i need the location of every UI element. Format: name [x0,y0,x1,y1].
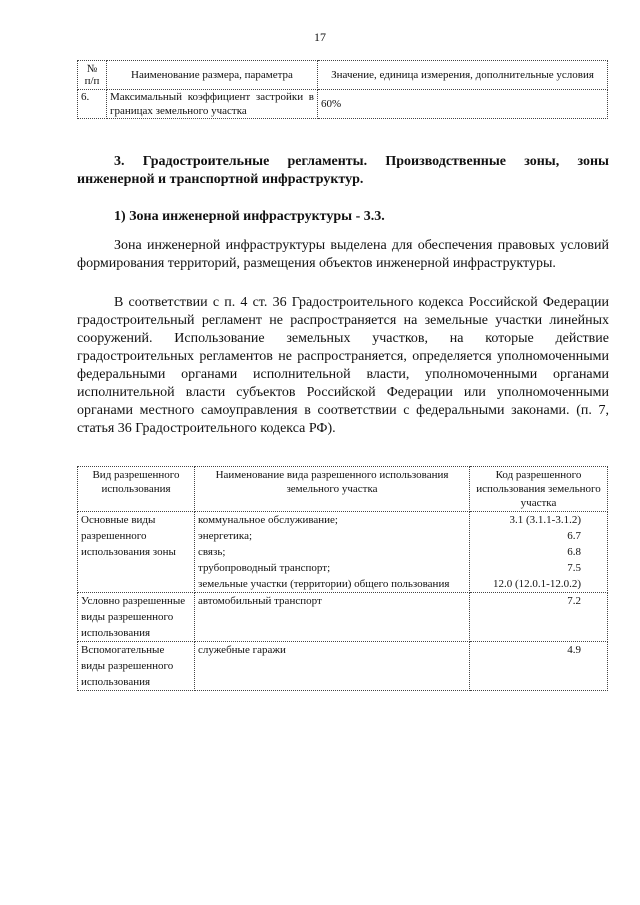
use-code: 4.9 [567,644,581,656]
paragraph-zone-description: Зона инженерной инфраструктуры выделена для обеспечения правовых условий формирования территорий, размещения объектов инженерной инфраструктуры. [77,238,609,271]
subsection-heading: 1) Зона инженерной инфраструктуры - 3.3. [114,209,385,224]
column-header-use-name: Наименование вида разрешенного использования земельного участка [195,467,470,512]
page-number: 17 [314,30,326,44]
table-row [78,512,608,593]
paragraph-legal-basis: В соответствии с п. 4 ст. 36 Градостроительного кодекса Российской Федерации градостроительный регламент не распространяется на земельные участки линейных сооружений. Использование земельных участков, на которые действие градостроительных регламентов не распространяется, определяется уполномоченными федеральными органами исполнительной власти, уполномоченными органами исполнительной власти субъектов Российской Федерации или уполномоченными органами местного самоуправления в соответствии с федеральными законами. (п. 7, статья 36 Градостроительного кодекса РФ). [77,295,609,436]
table-header-row [78,467,608,512]
use-code: 7.2 [567,595,581,607]
column-header-use-type: Вид разрешенного использования [78,467,195,512]
column-header-parameter: Наименование размера, параметра [107,61,318,90]
use-names [195,512,470,593]
use-name: трубопроводный транспорт; [198,562,331,574]
use-names [195,642,470,691]
parameters-table [77,60,608,119]
use-code: 3.1 (3.1.1-3.1.2) [509,514,581,526]
section-heading: 3. Градостроительные регламенты. Производственные зоны, зоны инженерной и транспортной инфраструктур. [77,154,609,187]
use-name: земельные участки (территории) общего пользования [198,578,450,590]
table-row [78,642,608,691]
column-header-value: Значение, единица измерения, дополнительные условия [318,61,608,90]
row-number: 6. [78,90,107,119]
parameter-name: Максимальный коэффициент застройки в границах земельного участка [107,90,318,119]
use-name: коммунальное обслуживание; [198,514,338,526]
table-row [78,90,608,119]
use-type: Условно разрешенные виды разрешенного использования [78,593,195,642]
parameter-value: 60% [318,90,608,119]
use-names [195,593,470,642]
use-name: автомобильный транспорт [198,595,322,607]
use-name: связь; [198,546,226,558]
column-header-use-code: Код разрешенного использования земельного участка [470,467,608,512]
use-codes [470,512,608,593]
table-row [78,593,608,642]
use-name: служебные гаражи [198,644,286,656]
use-type: Основные виды разрешенного использования зоны [78,512,195,593]
column-header-number: № п/п [78,61,107,90]
use-code: 7.5 [567,562,581,574]
use-codes [470,593,608,642]
table-header-row [78,61,608,90]
use-code: 6.7 [567,530,581,542]
use-code: 12.0 (12.0.1-12.0.2) [493,578,581,590]
use-codes [470,642,608,691]
use-name: энергетика; [198,530,253,542]
use-code: 6.8 [567,546,581,558]
permitted-use-table [77,466,608,691]
use-type: Вспомогательные виды разрешенного использования [78,642,195,691]
